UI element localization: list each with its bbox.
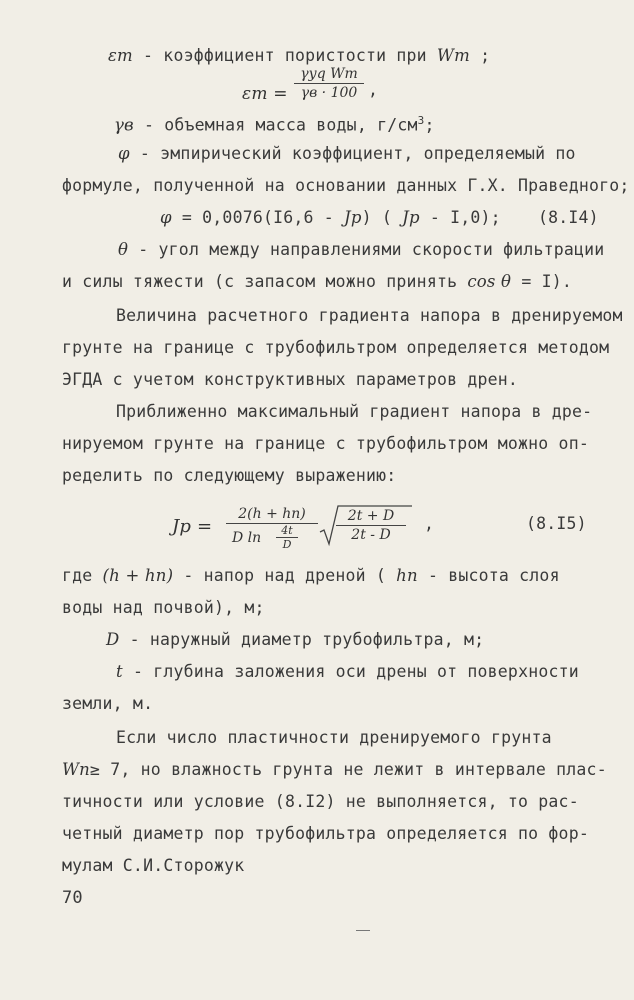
text-line: и силы тяжести (с запасом можно принять cos θ = I). [62,272,572,291]
text-line: ределить по следующему выражению: [62,466,397,485]
text-line: Wп≥ 7, но влажность грунта не лежит в интервале плас- [62,760,607,779]
formula-comma: , [424,514,435,533]
handwritten-symbol: θ [118,240,129,259]
text-line: воды над почвой), м; [62,598,265,617]
scan-mark [356,930,370,931]
text-line: земли, м. [62,694,154,713]
text-line: грунте на границе с трубофильтром определяется методом [62,338,610,357]
handwritten-symbol: εт [108,46,133,65]
text-line: D - наружный диаметр трубофильтра, м; [106,630,485,649]
handwritten-symbol: Wт [436,46,470,65]
text-line: четный диаметр пор трубофильтра определяется по фор- [62,824,589,843]
text-line: t - глубина заложения оси дрены от поверхности [116,662,579,681]
formula-fraction: $\frac{2t + D}{2t - D}$ [336,508,406,543]
text-line: формуле, полученной на основании данных Г.Х. Праведного; [62,176,630,195]
text-line: Величина расчетного градиента напора в дренируемом [116,306,623,325]
text-line: Приближенно максимальный градиент напора в дре- [116,402,593,421]
text-line: ЭГДА с учетом конструктивных параметров дрен. [62,370,519,389]
handwritten-symbol: hп [396,566,418,585]
text-line: θ - угол между направлениями скорости фильтрации [118,240,605,259]
formula-line: φ = 0,0076(I6,6 - Jр) ( Jр - I,0); [160,208,501,227]
equation-number: (8.I4) [538,208,599,227]
text-line: γв - объемная масса воды, $г/см^3$; [114,114,435,135]
formula-fraction: γуq Wт γв · 100 [294,66,364,101]
text-line: тичности или условие (8.I2) не выполняется, то рас- [62,792,579,811]
text-line: мулам С.И.Сторожук [62,856,245,875]
formula-comma: , [368,80,379,99]
text-line: нируемом грунте на границе с трубофильтром можно оп- [62,434,589,453]
text-line: где (h + hп) - напор над дреной ( hп - высота слоя [62,566,560,585]
formula-fraction: 2(h + hп) D ln 4t D [226,506,318,559]
text-line: εт - коэффициент пористости при Wт ; [108,46,491,65]
handwritten-symbol: Wп [62,760,90,779]
handwritten-symbol: D [106,630,120,649]
text-line: Если число пластичности дренируемого грунта [116,728,552,747]
handwritten-symbol: φ [118,144,130,163]
handwritten-symbol: γв [114,115,134,135]
handwritten-symbol: (h + hп) [102,566,174,585]
equation-number: (8.I5) [526,514,587,533]
handwritten-symbol: t [116,662,123,681]
handwritten-symbol: cos θ [467,272,512,291]
page-number: 70 [62,888,83,908]
formula-lhs: Jр = [172,516,213,537]
formula-lhs: εт = [242,84,288,104]
text-line: φ - эмпирический коэффициент, определяемый по [118,144,576,163]
